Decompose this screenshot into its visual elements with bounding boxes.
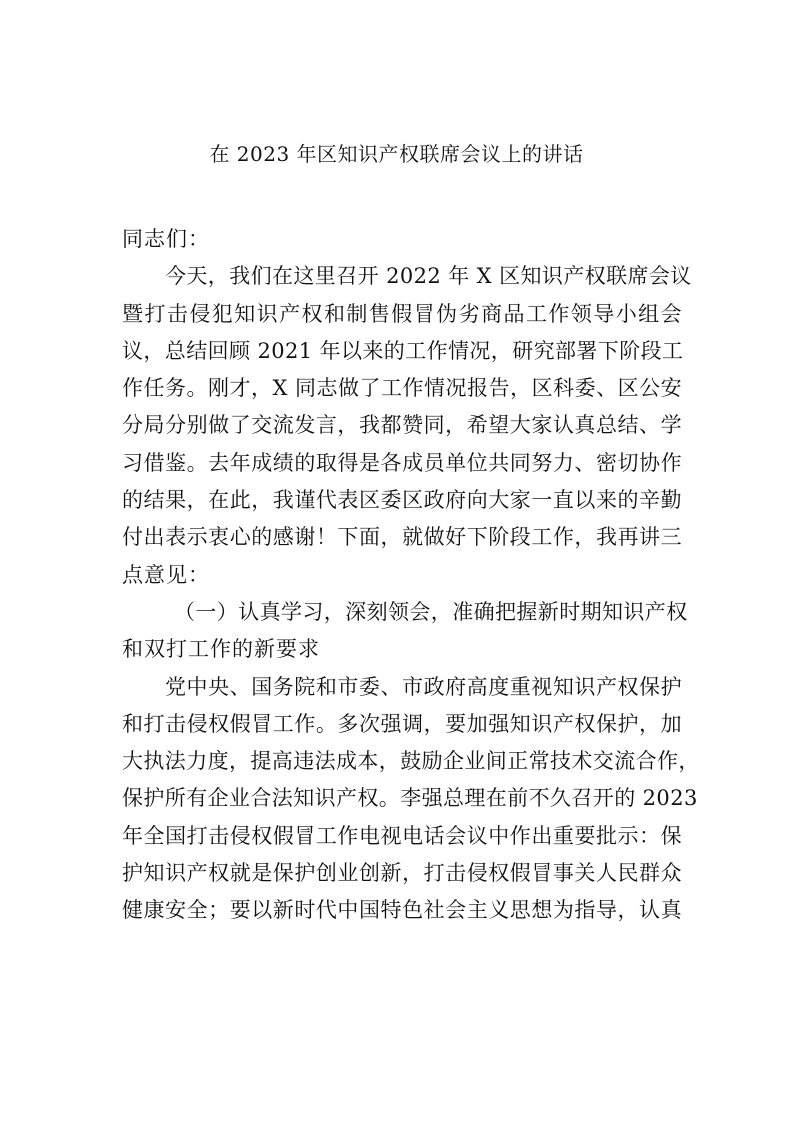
paragraph-line: 付出表示衷心的感谢！下面，就做好下阶段工作，我再讲三 [122, 525, 682, 550]
section-heading-line: （一）认真学习，深刻领会，准确把握新时期知识产权 [174, 599, 688, 624]
paragraph-line: 大执法力度，提高违法成本，鼓励企业间正常技术交流合作， [122, 749, 700, 774]
paragraph-line: 的结果，在此，我谨代表区委区政府向大家一直以来的辛勤 [122, 488, 682, 513]
section-heading-line: 和双打工作的新要求 [122, 637, 320, 662]
paragraph-line: 年全国打击侵权假冒工作电视电话会议中作出重要批示：保 [122, 823, 682, 848]
paragraph-line: 分局分别做了交流发言，我都赞同，希望大家认真总结、学 [122, 413, 682, 438]
paragraph-line: 暨打击侵犯知识产权和制售假冒伪劣商品工作领导小组会 [122, 301, 682, 326]
paragraph-line: 保护所有企业合法知识产权。李强总理在前不久召开的 2023 [122, 786, 698, 811]
salutation: 同志们： [122, 227, 210, 251]
paragraph-line: 和打击侵权假冒工作。多次强调，要加强知识产权保护，加 [122, 711, 682, 736]
paragraph-line: 健康安全；要以新时代中国特色社会主义思想为指导，认真 [122, 898, 682, 923]
paragraph-line: 党中央、国务院和市委、市政府高度重视知识产权保护 [165, 674, 682, 699]
document-body [122, 224, 700, 933]
paragraph-line: 习借鉴。去年成绩的取得是各成员单位共同努力、密切协作 [122, 450, 682, 475]
paragraph-line: 作任务。刚才，X 同志做了工作情况报告，区科委、区公安 [122, 376, 682, 401]
paragraph-line: 今天，我们在这里召开 2022 年 X 区知识产权联席会议 [165, 264, 692, 289]
paragraph-line: 议，总结回顾 2021 年以来的工作情况，研究部署下阶段工 [122, 338, 684, 363]
paragraph-line: 点意见： [122, 562, 210, 587]
paragraph-line: 护知识产权就是保护创业创新，打击侵权假冒事关人民群众 [122, 861, 682, 886]
document-title: 在 2023 年区知识产权联席会议上的讲话 [209, 142, 584, 166]
